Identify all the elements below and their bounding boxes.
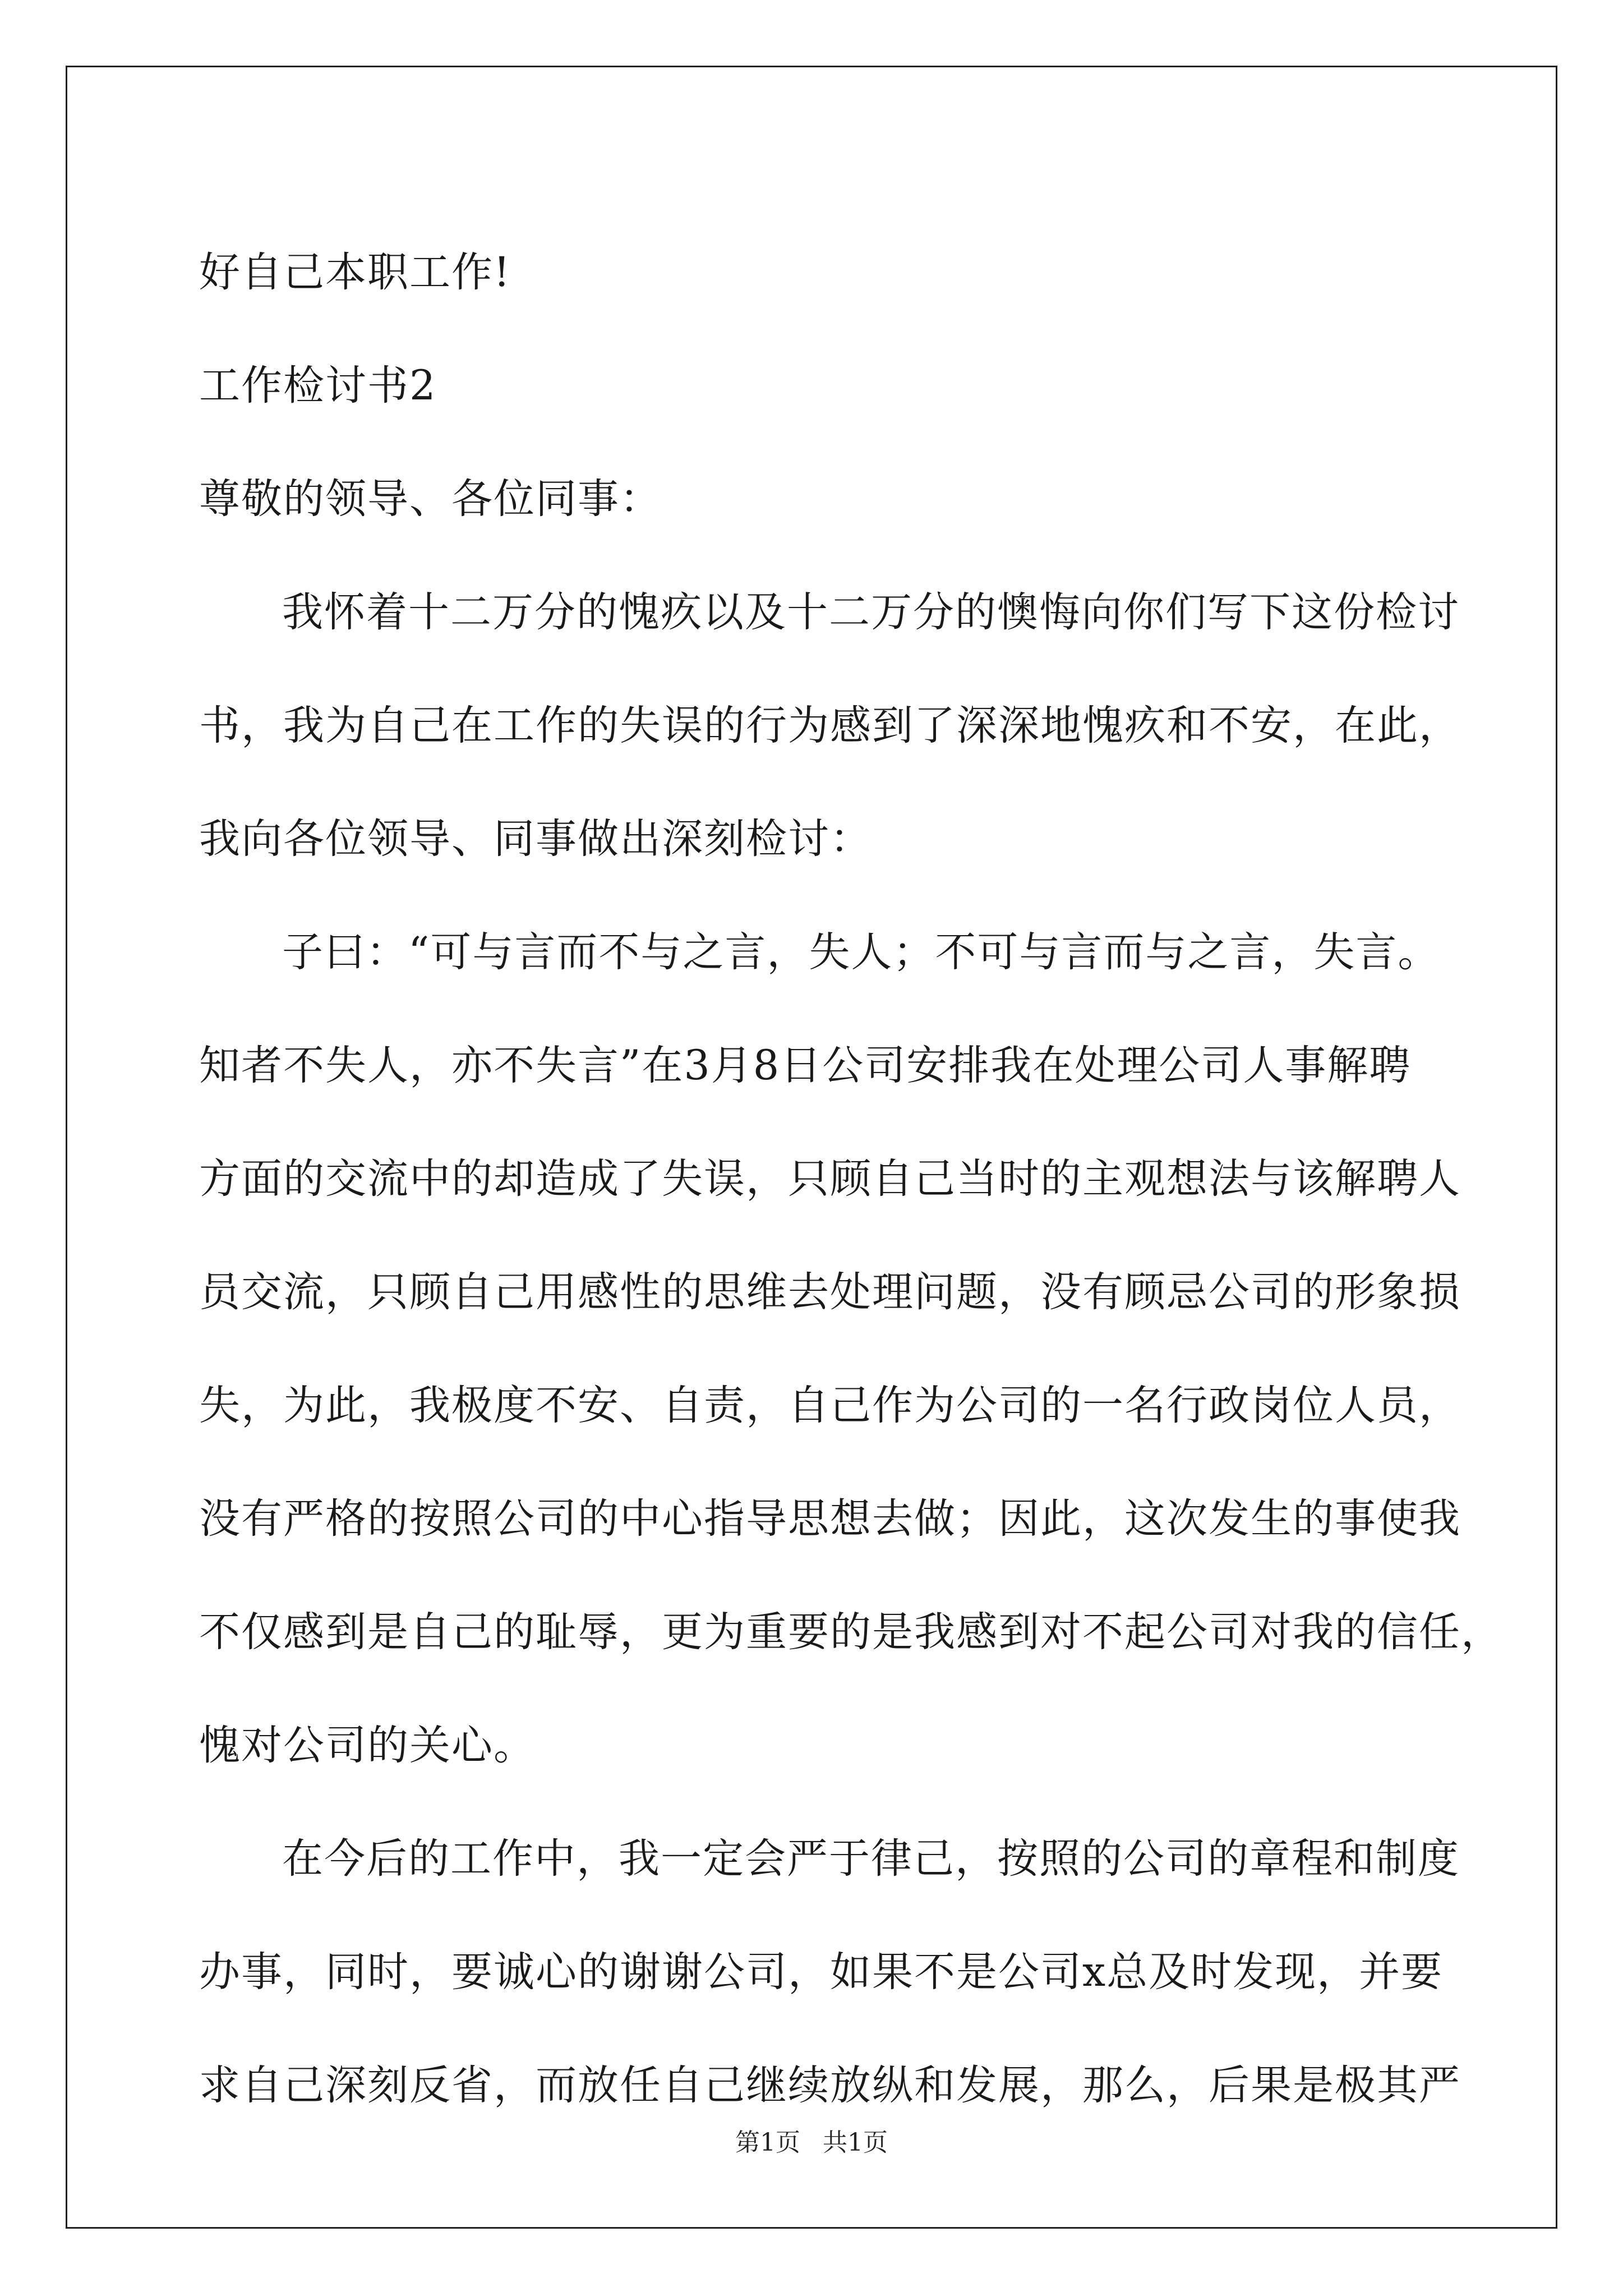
page-footer <box>0 2126 1623 2160</box>
text-line: 愧对公司的关心。 <box>199 1722 536 1769</box>
text-line: 我怀着十二万分的愧疚以及十二万分的懊悔向你们写下这份检讨 <box>282 588 1460 636</box>
page-total: 共1页 <box>823 2128 888 2157</box>
text-line: 失，为此，我极度不安、自责，自己作为公司的一名行政岗位人员， <box>199 1382 1461 1429</box>
page-number: 第1页 <box>735 2128 800 2157</box>
text-line: 在今后的工作中，我一定会严于律己，按照的公司的章程和制度 <box>282 1835 1460 1883</box>
text-line: 尊敬的领导、各位同事： <box>199 475 662 523</box>
document-body <box>199 216 1503 2142</box>
text-line: 工作检讨书2 <box>199 362 437 409</box>
text-line: 员交流，只顾自己用感性的思维去处理问题，没有顾忌公司的形象损 <box>199 1268 1461 1316</box>
text-line: 知者不失人，亦不失言”在3月8日公司安排我在处理公司人事解聘 <box>199 1042 1412 1089</box>
text-line: 方面的交流中的却造成了失误，只顾自己当时的主观想法与该解聘人 <box>199 1155 1461 1203</box>
text-line: 不仅感到是自己的耻辱，更为重要的是我感到对不起公司对我的信任， <box>199 1608 1503 1656</box>
text-line: 子曰：“可与言而不与之言，失人；不可与言而与之言，失言。 <box>282 928 1440 976</box>
text-line: 求自己深刻反省，而放任自己继续放纵和发展，那么，后果是极其严 <box>199 2062 1461 2109</box>
text-line: 好自己本职工作! <box>199 249 511 296</box>
text-line: 我向各位领导、同事做出深刻检讨： <box>199 815 872 863</box>
text-line: 没有严格的按照公司的中心指导思想去做；因此，这次发生的事使我 <box>199 1495 1461 1543</box>
text-line: 书，我为自己在工作的失误的行为感到了深深地愧疚和不安，在此， <box>199 702 1461 749</box>
text-line: 办事，同时，要诚心的谢谢公司，如果不是公司x总及时发现，并要 <box>199 1948 1444 1996</box>
